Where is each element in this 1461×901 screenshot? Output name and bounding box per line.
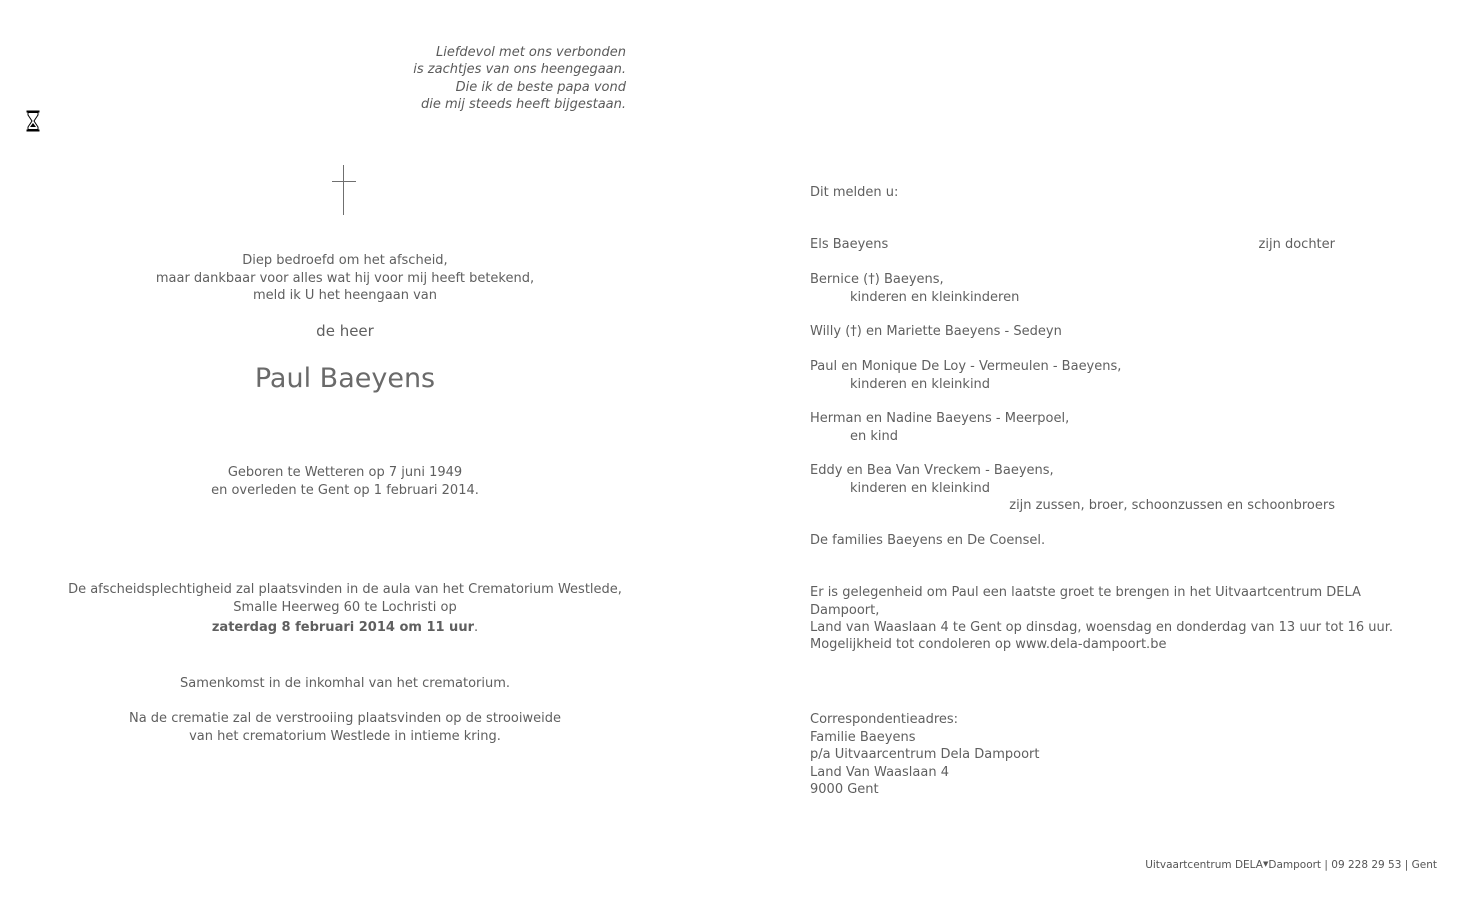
announce-header: Dit melden u: — [810, 185, 899, 200]
address-line: Familie Baeyens — [810, 729, 916, 745]
poem — [330, 44, 626, 113]
family-sub: kinderen en kleinkind — [850, 376, 991, 392]
poem-line: die mij steeds heeft bijgestaan. — [421, 96, 626, 112]
footer-contact: Dampoort | 09 228 29 53 | Gent — [1268, 859, 1437, 871]
visit-line: Land van Waaslaan 4 te Gent op dinsdag, woensdag en donderdag van 13 uur tot 16 uur. — [810, 620, 1393, 635]
family-els: Els Baeyens — [810, 237, 889, 252]
intro-line: Diep bedroefd om het afscheid, — [242, 253, 448, 268]
visit-info — [810, 584, 1430, 637]
intro-line: meld ik U het heengaan van — [253, 288, 437, 303]
footer-branding — [1100, 858, 1437, 872]
gathering-text: Samenkomst in de inkomhal van het crematorium. — [179, 676, 511, 691]
condolence-info: Mogelijkheid tot condoleren op www.dela-dampoort.be — [810, 637, 1167, 652]
role-daughter: zijn dochter — [1258, 237, 1335, 252]
scattering-text — [60, 710, 630, 745]
birth-line: Geboren te Wetteren op 7 juni 1949 — [227, 465, 463, 480]
family-sub: kinderen en kleinkind — [850, 480, 991, 496]
title-prefix: de heer — [316, 322, 374, 340]
poem-line: Liefdevol met ons verbonden — [435, 45, 626, 60]
ceremony-date — [60, 619, 630, 637]
scattering-line: van het crematorium Westlede in intieme kring. — [189, 728, 501, 744]
families-line: De families Baeyens en De Coensel. — [810, 533, 1046, 548]
correspondence-address — [810, 711, 1039, 799]
birth-death — [60, 464, 630, 499]
scattering-line: Na de crematie zal de verstrooiing plaatsvinden op de strooiweide — [128, 711, 561, 726]
family-member: Herman en Nadine Baeyens - Meerpoel, — [810, 411, 1070, 426]
family-member: Eddy en Bea Van Vreckem - Baeyens, — [810, 463, 1054, 478]
ceremony-date-suffix: . — [473, 620, 479, 635]
hourglass-icon — [26, 110, 40, 132]
family-sub: kinderen en kleinkinderen — [850, 289, 1020, 305]
ceremony-line: De afscheidsplechtigheid zal plaatsvinden in de aula van het Crematorium Westlede, — [68, 582, 622, 597]
poem-line: is zachtjes van ons heengegaan. — [413, 62, 626, 78]
address-line: 9000 Gent — [810, 782, 879, 797]
dela-logo-mark-icon: ▼ — [1262, 860, 1269, 868]
family-member: Bernice (†) Baeyens, — [810, 272, 944, 287]
family-herman — [810, 410, 1069, 445]
ceremony-date-bold: zaterdag 8 februari 2014 om 11 uur — [211, 620, 474, 635]
ceremony-line: Smalle Heerweg 60 te Lochristi op — [233, 599, 457, 615]
ceremony-info — [60, 581, 630, 637]
family-willy: Willy (†) en Mariette Baeyens - Sedeyn — [810, 324, 1062, 339]
poem-line: Die ik de beste papa vond — [455, 79, 626, 95]
address-line: p/a Uitvaarcentrum Dela Dampoort — [810, 747, 1040, 762]
address-line: Land Van Waaslaan 4 — [810, 764, 949, 780]
role-siblings: zijn zussen, broer, schoonzussen en schoonbroers — [1009, 498, 1335, 513]
footer-company: Uitvaartcentrum DELA — [1145, 859, 1263, 871]
family-paul — [810, 358, 1121, 393]
intro-text — [60, 252, 630, 305]
deceased-name: Paul Baeyens — [254, 363, 436, 394]
family-sub: en kind — [850, 428, 899, 444]
family-bernice — [810, 271, 1019, 306]
correspondence-label: Correspondentieadres: — [810, 712, 959, 727]
cross-icon — [330, 165, 358, 215]
death-line: en overleden te Gent op 1 februari 2014. — [211, 482, 479, 498]
family-eddy — [810, 462, 1054, 497]
visit-line: Er is gelegenheid om Paul een laatste groet te brengen in het Uitvaartcentrum DELA Dampoort, — [810, 585, 1361, 618]
family-member: Paul en Monique De Loy - Vermeulen - Baeyens, — [810, 359, 1122, 374]
intro-line: maar dankbaar voor alles wat hij voor mij heeft betekend, — [155, 270, 535, 286]
